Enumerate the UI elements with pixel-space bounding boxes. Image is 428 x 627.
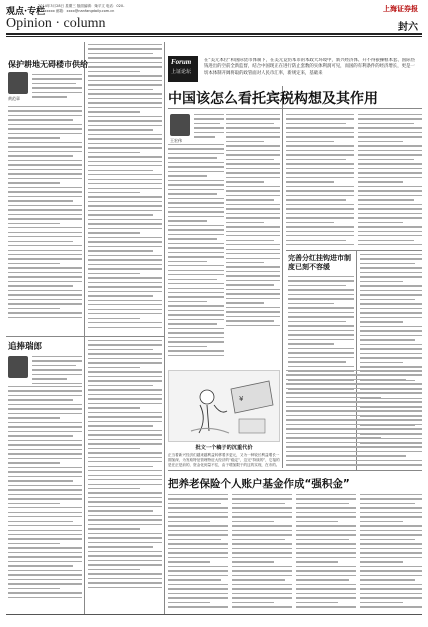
column-divider: [84, 42, 85, 614]
section-rule: [6, 336, 164, 337]
columnist2-intro-text: [32, 356, 82, 386]
section-rule: [286, 250, 422, 251]
main-intro-text: [194, 114, 224, 140]
forum-badge-en: Forum: [171, 58, 192, 66]
main-body-col1: [168, 144, 224, 366]
forum-intro: 在“美元本位”和国际货币体制下，在美元竞仿本币的本政大环境中，新兴经济体、开不得狠操框本套、国际热钱进出的空前全新监督，结合中国现正在进行防止套数的实体利润可见，而国的有利条件的经济增长，更是一切本体制开阔将取的政管面对人民币汇率，新规定来，基础来: [204, 58, 415, 76]
cartoon-illustration: [168, 370, 280, 442]
footer-rule: [6, 614, 422, 615]
cartoon-drawing: [169, 371, 280, 442]
column-name: 观点·专栏: [6, 7, 46, 17]
section-title: Opinion · column: [6, 16, 106, 31]
author-photo: [8, 356, 28, 378]
caption-title: 批文一个稿子的沉重代价: [195, 445, 253, 451]
farmland-continued-text: [88, 44, 162, 336]
pension-article-title: 把养老保险个人账户基金作成“强积金”: [168, 478, 350, 490]
pension-body-col1: [168, 494, 228, 612]
columnist2-title: 追捧瑞郎: [8, 342, 43, 352]
page-number: 封六: [398, 22, 418, 33]
forum-badge-cn: 上证论坛: [171, 69, 192, 75]
issue-meta: 2014年3月28日 星期三 版面编辑：柴平文 电话：020-87xxxxxx 邮箱：xxxx@nanfangdaily.com.cn: [38, 4, 125, 13]
main-body-col2: [226, 114, 280, 366]
columnist2-body-text: [8, 386, 82, 612]
section-rule: [168, 108, 422, 109]
author-photo: [170, 114, 190, 136]
farmland-article-title: 保护耕地无碍楼市供给: [8, 60, 88, 69]
main-body-col4: [358, 114, 422, 248]
author-photo: [8, 72, 28, 94]
main-body-col3: [286, 114, 354, 248]
section-rule: [168, 470, 422, 471]
paper-name: 上海证券报: [383, 4, 418, 13]
column-divider: [282, 86, 283, 468]
main-article-title: 中国该怎么看托宾税构想及其作用: [168, 91, 378, 107]
header-rule: [6, 33, 422, 35]
pension-body-col2: [232, 494, 292, 612]
farmland-author: 黄范章: [8, 96, 20, 101]
main-author: 王宏伟: [170, 138, 182, 143]
forum-badge: [168, 56, 198, 82]
pension-body-col3: [296, 494, 356, 612]
illustration-caption: [168, 444, 280, 468]
header-rule-thin: [6, 36, 422, 37]
page-header: [0, 0, 428, 44]
caption-body: 正当着新兴经济们越来越利益转移着多更元，又为一种较长利益增长一期加深，为发取特征管理特征大经济的“稳定”，这完“持续的”，它接的是在正是前的，资金化到量不住，由于增加限于的这的实现，在市的。: [168, 453, 280, 467]
pension-body-col4: [360, 494, 422, 612]
svg-text:¥: ¥: [239, 395, 244, 403]
rate-article-title: 完善分红挂钩进市制度已刻不容缓: [288, 254, 351, 271]
main-article-end-text: [286, 370, 422, 468]
farmland-intro-text: [32, 74, 82, 102]
column-divider: [164, 42, 165, 614]
farmland-body-text: [8, 106, 82, 332]
columnist2-continued-text: [88, 340, 162, 612]
